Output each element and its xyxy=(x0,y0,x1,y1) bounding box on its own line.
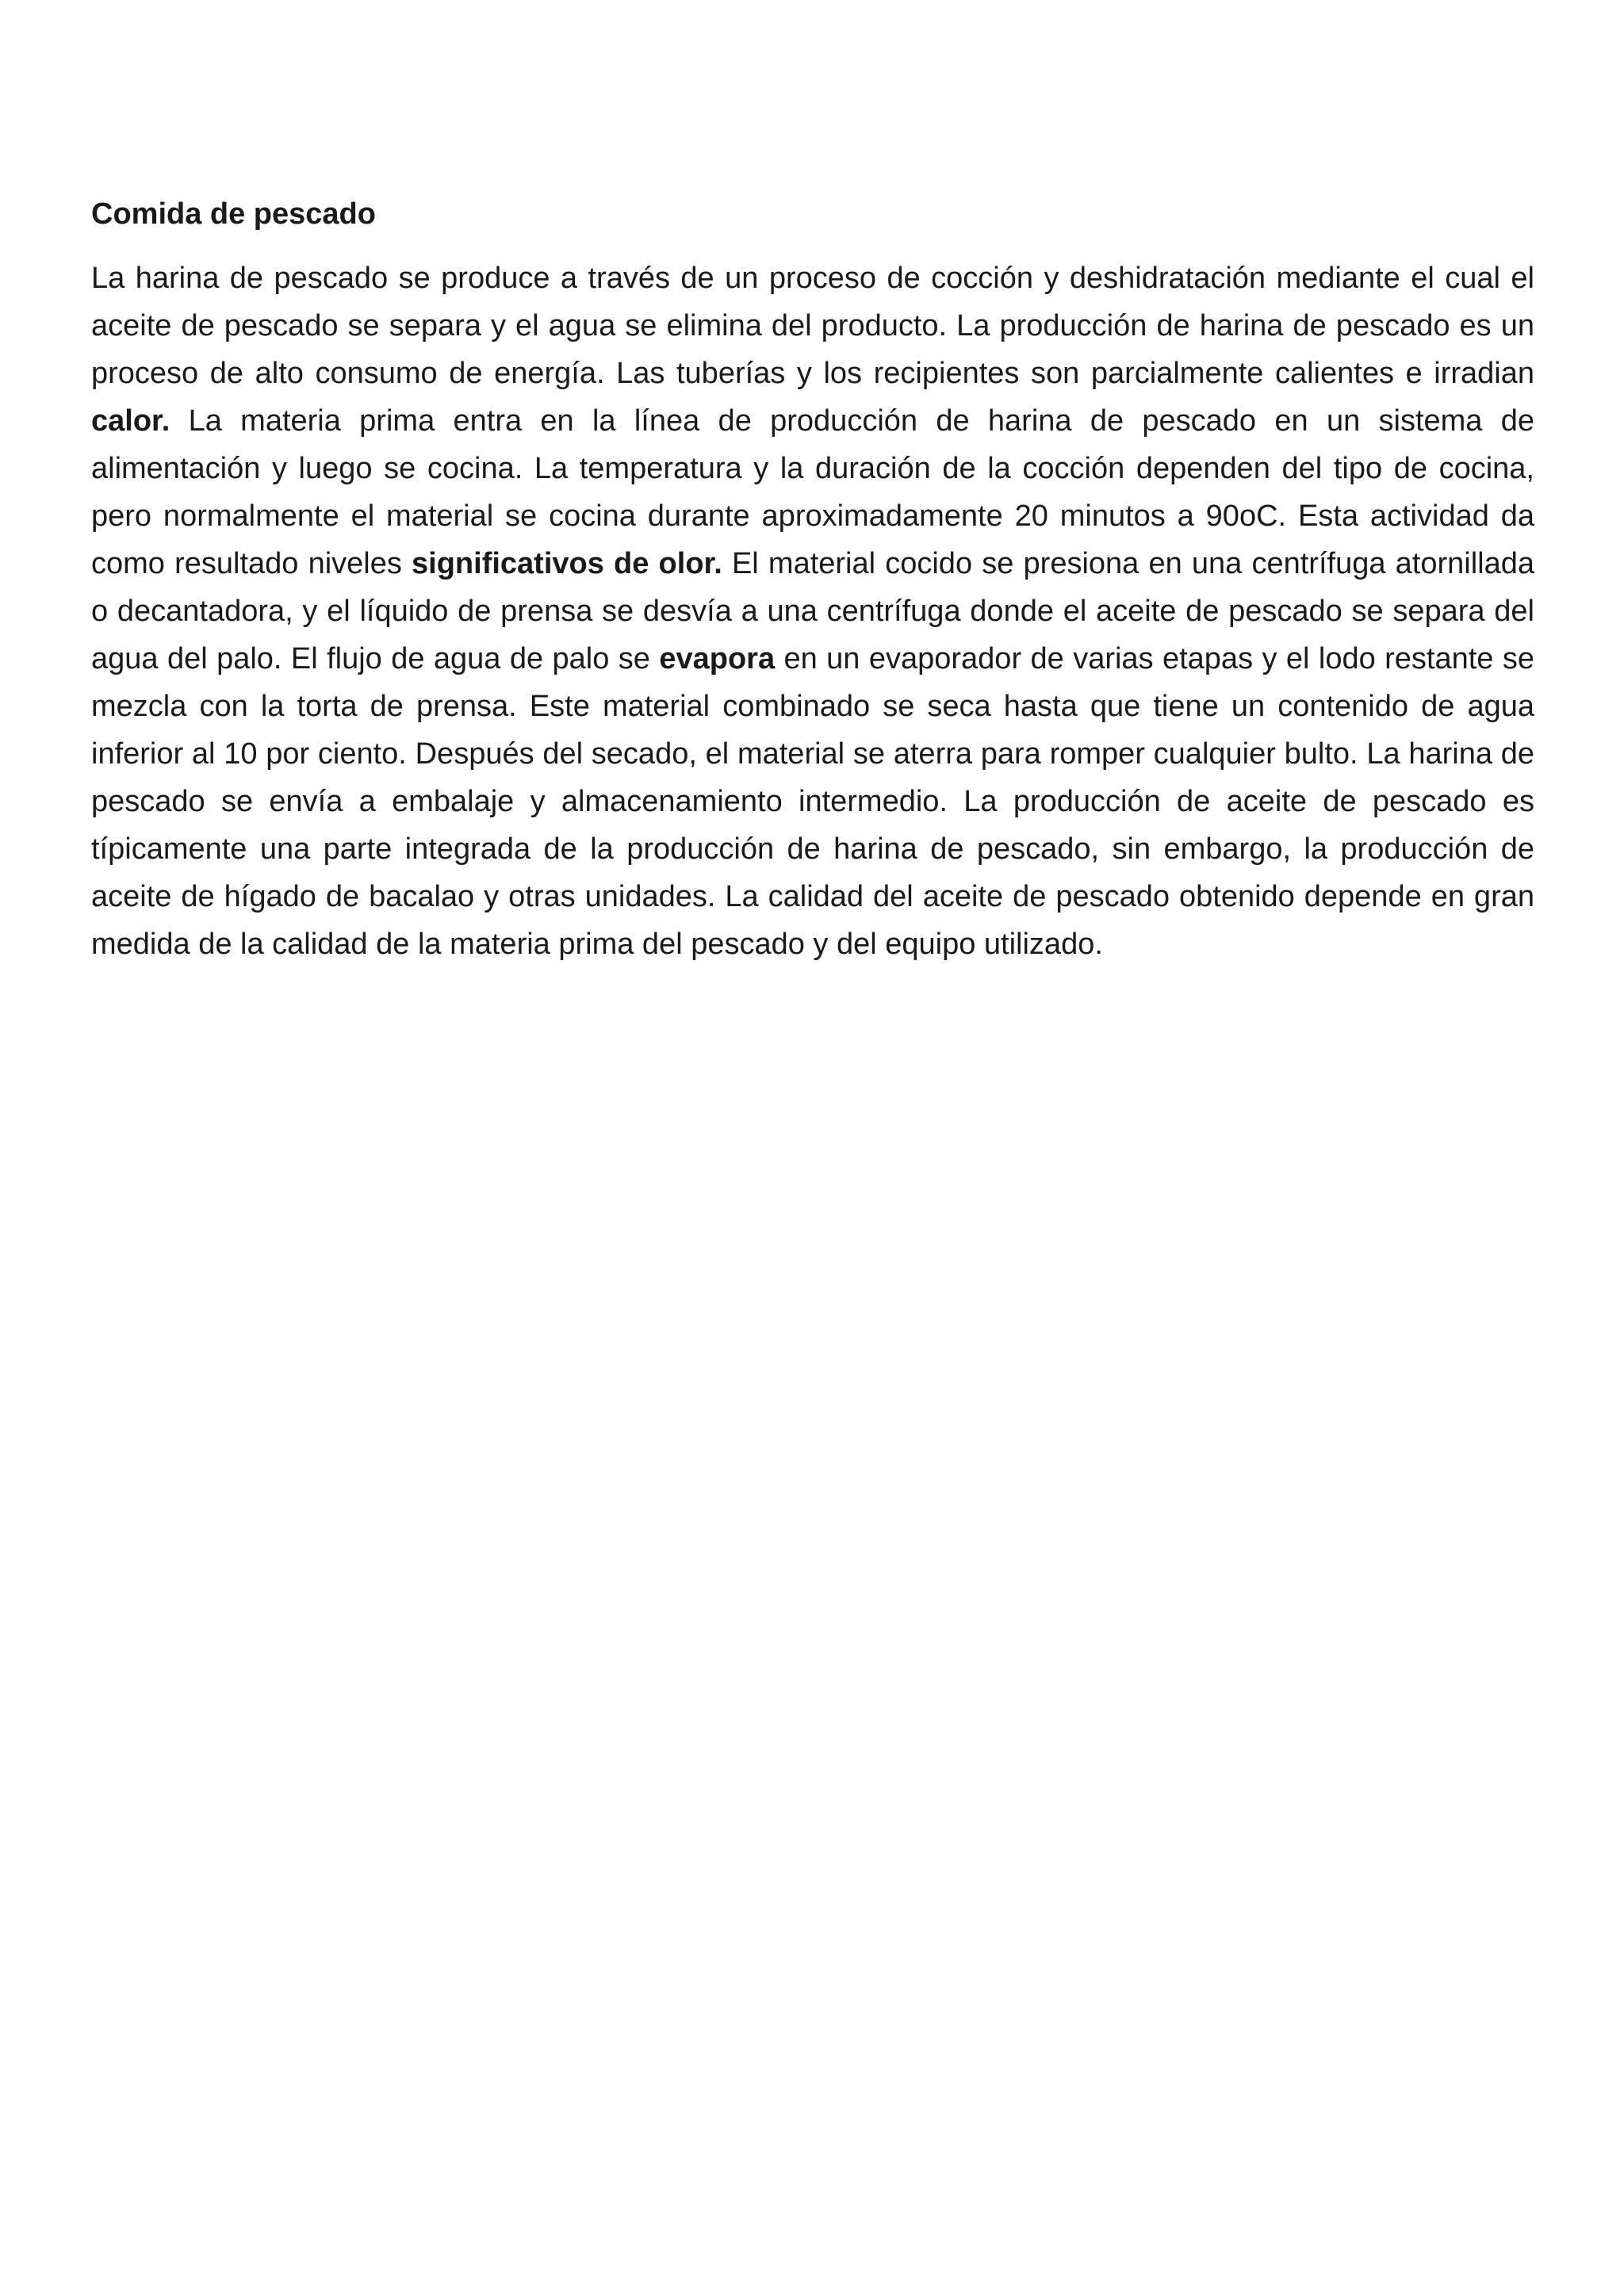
bold-term-evapora: evapora xyxy=(659,642,776,675)
document-page xyxy=(91,186,1534,968)
bold-term-olor: significativos de olor. xyxy=(412,547,722,580)
paragraph-text-segment: La materia prima entra en la línea de producción de harina de pescado en un sistema de alimentación y luego se cocina. La temperatura y la duración de la cocción dependen del tipo de cocina, pero normalmente el material se cocina durante aproximadamente 20 minutos a 90oC. Esta actividad da como resultado niveles xyxy=(91,404,1534,580)
body-paragraph xyxy=(91,254,1534,968)
paragraph-text-segment: La harina de pescado se produce a través de un proceso de cocción y deshidratación mediante el cual el aceite de pescado se separa y el agua se elimina del producto. La producción de harina de pescado es un proceso de alto consumo de energía. Las tuberías y los recipientes son parcialmente calientes e irradian xyxy=(91,262,1534,390)
paragraph-text-segment: en un evaporador de varias etapas y el lodo restante se mezcla con la torta de prensa. Este material combinado se seca hasta que tiene un contenido de agua inferior al 10 por ciento. Después del secado, el material se aterra para romper cualquier bulto. La harina de pescado se envía a embalaje y almacenamiento intermedio. La producción de aceite de pescado es típicamente una parte integrada de la producción de harina de pescado, sin embargo, la producción de aceite de hígado de bacalao y otras unidades. La calidad del aceite de pescado obtenido depende en gran medida de la calidad de la materia prima del pescado y del equipo utilizado. xyxy=(91,642,1534,961)
paragraph-text-segment: El material cocido se presiona en una centrífuga atornillada o decantadora, y el líquido de prensa se desvía a una centrífuga donde el aceite de pescado se separa del agua del palo. El flujo de agua de palo se xyxy=(91,547,1534,675)
document-title: Comida de pescado xyxy=(91,197,376,231)
bold-term-calor: calor. xyxy=(91,404,170,438)
